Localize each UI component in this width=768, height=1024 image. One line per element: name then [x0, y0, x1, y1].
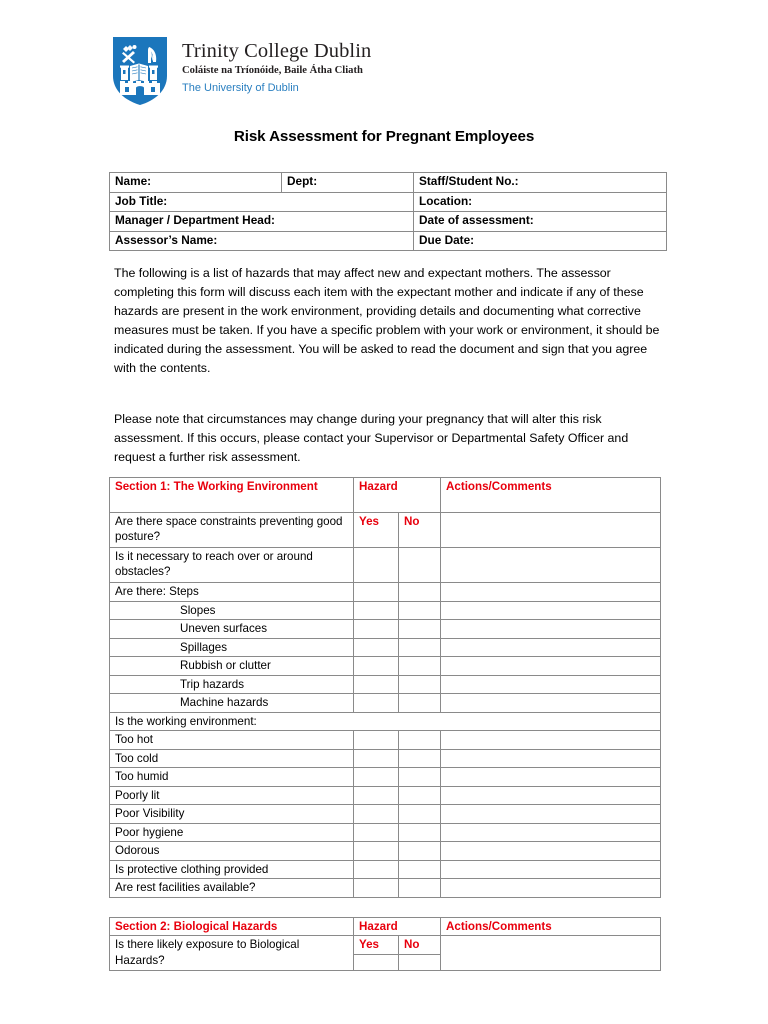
table-row — [110, 583, 661, 602]
section1-item-label-8: Machine hazards — [110, 694, 354, 713]
table-row — [110, 601, 661, 620]
table-row — [110, 231, 667, 251]
section1-no-cell-18[interactable] — [399, 879, 441, 898]
table-row — [110, 173, 667, 193]
table-row — [110, 192, 667, 212]
section1-yes-cell-11[interactable] — [354, 749, 399, 768]
section-header-row — [110, 478, 661, 513]
section1-no-cell-5[interactable] — [399, 638, 441, 657]
section1-item-label-12: Too humid — [110, 768, 354, 787]
section1-yes-cell-16[interactable] — [354, 842, 399, 861]
section1-no-cell-11[interactable] — [399, 749, 441, 768]
table-row — [110, 513, 661, 548]
section1-no-cell-2[interactable] — [399, 583, 441, 602]
section1-actions-cell-0[interactable] — [441, 513, 661, 548]
table-row — [110, 694, 661, 713]
note-paragraph: Please note that circumstances may change during your pregnancy that will alter this risk assessment. If this occurs, please contact your Supervisor or Departmental Safety Officer and request a further risk assessment. — [114, 412, 629, 464]
section1-no-cell-14[interactable] — [399, 805, 441, 824]
table-row — [110, 657, 661, 676]
section1-yes-cell-1[interactable] — [354, 548, 399, 583]
table-row — [110, 842, 661, 861]
field-label-location: Location: — [414, 192, 667, 212]
table-row — [110, 786, 661, 805]
section2-hazard-table — [109, 917, 661, 971]
table-row — [110, 675, 661, 694]
section1-item-label-1: Is it necessary to reach over or around obstacles? — [110, 548, 354, 583]
section1-actions-cell-2[interactable] — [441, 583, 661, 602]
section1-item-label-2: Are there: Steps — [110, 583, 354, 602]
table-row — [110, 879, 661, 898]
section1-item-label-11: Too cold — [110, 749, 354, 768]
section2-yes-label[interactable]: Yes — [354, 936, 399, 954]
section2-no-label[interactable]: No — [399, 936, 441, 954]
section1-item-label-13: Poorly lit — [110, 786, 354, 805]
section1-no-cell-15[interactable] — [399, 823, 441, 842]
table-row — [110, 212, 667, 232]
field-label-staff-no: Staff/Student No.: — [414, 173, 667, 193]
section1-yes-cell-4[interactable] — [354, 620, 399, 639]
section1-item-label-7: Trip hazards — [110, 675, 354, 694]
section1-actions-cell-1[interactable] — [441, 548, 661, 583]
section1-actions-header: Actions/Comments — [441, 478, 661, 513]
section2-no-cell[interactable] — [399, 954, 441, 970]
section1-actions-cell-8[interactable] — [441, 694, 661, 713]
table-row — [110, 860, 661, 879]
section1-actions-cell-12[interactable] — [441, 768, 661, 787]
section1-title: Section 1: The Working Environment — [110, 478, 354, 513]
section2-hazard-header: Hazard — [354, 918, 441, 936]
section1-item-label-17: Is protective clothing provided — [110, 860, 354, 879]
brand-text-block — [182, 36, 371, 96]
section1-yes-label[interactable]: Yes — [354, 513, 399, 548]
section1-yes-cell-10[interactable] — [354, 731, 399, 750]
table-row — [110, 638, 661, 657]
section1-yes-cell-6[interactable] — [354, 657, 399, 676]
section1-item-label-16: Odorous — [110, 842, 354, 861]
page-title: Risk Assessment for Pregnant Employees — [233, 128, 535, 145]
brand-header — [112, 36, 371, 106]
field-label-date-of-assessment: Date of assessment: — [414, 212, 667, 232]
section1-actions-cell-18[interactable] — [441, 879, 661, 898]
section1-actions-cell-16[interactable] — [441, 842, 661, 861]
section2-yes-cell[interactable] — [354, 954, 399, 970]
section2-title: Section 2: Biological Hazards — [110, 918, 354, 936]
section1-item-label-4: Uneven surfaces — [110, 620, 354, 639]
table-row — [110, 805, 661, 824]
section2-question-label: Is there likely exposure to Biological Hazards? — [110, 936, 354, 970]
section1-yes-cell-18[interactable] — [354, 879, 399, 898]
section1-no-label[interactable]: No — [399, 513, 441, 548]
section1-actions-cell-4[interactable] — [441, 620, 661, 639]
field-label-dept: Dept: — [282, 173, 414, 193]
employee-info-table — [109, 172, 667, 251]
section1-item-label-14: Poor Visibility — [110, 805, 354, 824]
section1-yes-cell-13[interactable] — [354, 786, 399, 805]
section1-actions-cell-15[interactable] — [441, 823, 661, 842]
section1-item-label-5: Spillages — [110, 638, 354, 657]
section1-yes-cell-15[interactable] — [354, 823, 399, 842]
section1-item-label-6: Rubbish or clutter — [110, 657, 354, 676]
brand-tagline: The University of Dublin — [182, 82, 299, 95]
section1-actions-cell-10[interactable] — [441, 731, 661, 750]
section1-actions-cell-13[interactable] — [441, 786, 661, 805]
section1-no-cell-4[interactable] — [399, 620, 441, 639]
section1-item-label-10: Too hot — [110, 731, 354, 750]
trinity-college-dublin-crest-icon — [112, 36, 168, 106]
section1-item-label-18: Are rest facilities available? — [110, 879, 354, 898]
section1-yes-cell-14[interactable] — [354, 805, 399, 824]
field-label-name: Name: — [110, 173, 282, 193]
section1-no-cell-7[interactable] — [399, 675, 441, 694]
section1-no-cell-3[interactable] — [399, 601, 441, 620]
section1-item-label-15: Poor hygiene — [110, 823, 354, 842]
section1-no-cell-16[interactable] — [399, 842, 441, 861]
field-label-due-date: Due Date: — [414, 231, 667, 251]
section1-yes-cell-5[interactable] — [354, 638, 399, 657]
section1-actions-cell-14[interactable] — [441, 805, 661, 824]
section1-actions-cell-17[interactable] — [441, 860, 661, 879]
section1-hazard-table — [109, 477, 661, 898]
section1-yes-cell-7[interactable] — [354, 675, 399, 694]
section1-no-cell-17[interactable] — [399, 860, 441, 879]
section1-actions-cell-11[interactable] — [441, 749, 661, 768]
intro-paragraph: The following is a list of hazards that may affect new and expectant mothers. The assessor completing this form will discuss each item with the expectant mother and indicate if any of these hazards are present in the work environment, providing details and documenting what corrective measures must be taken. If you have a specific problem with your work or environment, it should be indicated during the assessment. You will be asked to read the document and sign that you agree with the contents. — [114, 266, 660, 375]
table-row — [110, 749, 661, 768]
table-row — [110, 936, 661, 954]
section1-item-label-0: Are there space constraints preventing good posture? — [110, 513, 354, 548]
field-label-manager: Manager / Department Head: — [110, 212, 414, 232]
table-row — [110, 823, 661, 842]
section-header-row — [110, 918, 661, 936]
section1-hazard-header: Hazard — [354, 478, 441, 513]
section2-actions-cell[interactable] — [441, 936, 661, 970]
table-row — [110, 548, 661, 583]
section1-no-cell-6[interactable] — [399, 657, 441, 676]
section1-actions-cell-7[interactable] — [441, 675, 661, 694]
section1-no-cell-8[interactable] — [399, 694, 441, 713]
table-row — [110, 712, 661, 731]
table-row — [110, 620, 661, 639]
section2-actions-header: Actions/Comments — [441, 918, 661, 936]
section1-subheading-9: Is the working environment: — [110, 712, 661, 731]
section1-actions-cell-5[interactable] — [441, 638, 661, 657]
section1-no-cell-1[interactable] — [399, 548, 441, 583]
section1-actions-cell-6[interactable] — [441, 657, 661, 676]
field-label-assessor-name: Assessor’s Name: — [110, 231, 414, 251]
brand-name-irish: Coláiste na Tríonóide, Baile Átha Cliath — [182, 64, 363, 76]
section1-no-cell-13[interactable] — [399, 786, 441, 805]
section1-yes-cell-8[interactable] — [354, 694, 399, 713]
section1-no-cell-12[interactable] — [399, 768, 441, 787]
brand-name-english: Trinity College Dublin — [182, 40, 372, 62]
section1-yes-cell-3[interactable] — [354, 601, 399, 620]
section1-yes-cell-2[interactable] — [354, 583, 399, 602]
section1-item-label-3: Slopes — [110, 601, 354, 620]
section1-yes-cell-17[interactable] — [354, 860, 399, 879]
table-row — [110, 768, 661, 787]
field-label-job-title: Job Title: — [110, 192, 414, 212]
section1-yes-cell-12[interactable] — [354, 768, 399, 787]
table-row — [110, 731, 661, 750]
section1-actions-cell-3[interactable] — [441, 601, 661, 620]
section1-no-cell-10[interactable] — [399, 731, 441, 750]
